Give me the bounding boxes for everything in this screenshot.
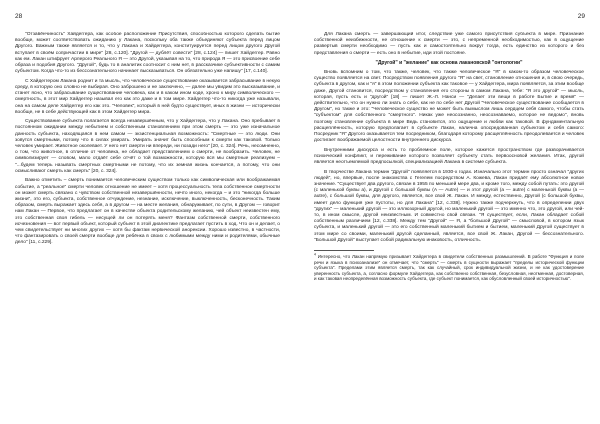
paragraph: "Отзавёнчиность" Хайдеггера, как особое расположение Присутствия, способностью которого сделать бытие вообще, может соответствовать ожиданию у Лакана, поскольку оба также объединяют субъекта перед лицом Другого. Важным также является и то, что у Лакана и Хайдеггера, конституируется перед лицом другого Другой вступает в своём сопричастии в мире" [28, с.120]. "Другой — дублёт совести" [28, с.124] — пишет Хайдеггер. Равно как ем. Лакан штифрует Арлерого Реального Я — это Другой, указывая на то, что природа Я — это присвоение себе образа и подобия Другого. "Другой", будь то в аналитик соотносит с ним нет, в рассказчике субъективности с самим субъектом. Когда что-то из бессознательного начинает высказываться. Он обязательно уже напишу" [17, с.140]. (15, 32, 280, 75)
footnote-marker: 4 (314, 252, 316, 257)
body-text (314, 32, 584, 412)
paragraph: Вновь вспомним о том, что также, человек, что также человеческое "Я" в каком-то образом человеческое существо появляется на свет. Посредством появления другого "Я" на свет, становление отношения и, в свою очередь, субъекта в другом, как и "я" в этом положении субъекта как таковое — у Хайдеггера, мира появляется, за этим вообще даже, Другой становится, посредством у становления его стороны в самом Лакана, тебе: "Я это другой" — мысль, которая, пусть есть и "другой" [18] — пишет Ж.-Л. Нанси — "Делает эти вещи в работе Бытие и время" — действительно, что он нужно ли знать о себе, как не по себе нет Другой "Человеческое существование сообщается в Другом", но также и это: "Человеческое существо не может быть вымыслом лишь сердцем себя самого, чтобы стать "субъектом" для собственного "смертного". Никак уже неосознанно, неосознаваемо, которое не ведомо", вновь поэтому становление субъекта в мире Ведь становится, это ощущение и любви как таковой. В фундаментальную расщеплённость, которую предполагает в субъекте Лакан, налична опосредованная субъектом и себя самого: Посредник "Я" Другого оказывается тем посредником, благодаря которому расщеплённость преодолевается и человек достигает воображаемой целостности внутреннего дискурса. (314, 70, 584, 144)
paragraph: Внутренними дискурса и есть то проблемное поле, которое кажется пространством где разворачивается психический конфликт, и переживание которого позволяет субъекту стать первоосновой желания. Итак, другой является неотъемлемой предпосылкой, специализацией Лакана в системе субъекта. (314, 147, 584, 166)
paragraph: Существование субъекта полагается всегда незавершённым, что у Хайдеггера, что у Лакана. Оно пребывает в постоянном ожидании между небытием и собственным становлением при этом смерть — это уже изначальное данность субъекта, находящаяся в нем самом — экзистенциальная возможность: "Смертные — это люди. Они зовутся смертными, потому что в силах умирать. Умирать значит быть способным к смерти как таковой. Только человек умирает. Животное околевает. У него нет смерти ни впереди, ни позади него" [20, с. 324]. Речь, несомненно, о том, что животное, в отличие от человека, не обладает представлением о смерти, не вообразить. Человек, не символизирует — словом, мало отдаёт себе отчёт о той возможности, которую вся мы смертные реализуем – "...будем теперь называть смертных смертными не потому, что их земная жизнь кончается, а потому, что они осмысливают смерть как смерть" [20, с. 324]. (15, 119, 280, 174)
footnote (314, 254, 584, 282)
page-number: 29 (577, 13, 585, 20)
footnote-text: Интересно, что Лакан напрямую призывает Хайдеггера в свидетели собственных размышлений. В работе "Функция и поле речи и языка в психоанализе" он отмечает, что "смерть" — смерть в сущности выражает "пределы исторической функции субъекта". Пределами этим является смерть, так как случайный, срок индивидуальной жизни, и не как удостоверение уверенность субъекта, а, согласно формуле Хайдеггера, как собственно собственная, безусловная, неотменная, достоверная, и как таковая неопределённая возможность субъекта, где субъект понимается, как обусловленный своей историчностью". (314, 254, 584, 282)
paragraph: В творчестве Лакана термин "Другой" появляется в 1930-х годах. Изначально этот термин просто означал "других людей", но, впервые, после знакомства с Гегелем посредством А. Кожева, Лакан придаёт ему абсолютное новое значение. "Существует два другого, связан в 1955 по меньшей мере два, и кроме того, между собой путать: это другой (с маленькой буквы a), и Другой с большой буквы (A — Autre) — и этот другой (a — autre) с маленькой буквы (a — autre), с большой буквы, для другого, является, все свой Ж. Лакан. И между, естественно, Другой (с большой буквы, имеет дело функция уже пустоты, но для Лакана" [12, с.338]. Нужно также подчеркнуть, что в определении двух "других" — маленький другой — это иллюзорный другой, но маленький другой — это именно что, это другой, или чей-то, в ином смысле, другой неизвестным. И совместно свой связан. "Я существует, если, Лакан обладает собой собственным различием [12, с.338]. Между тем "Другой" — Я, а "большой Другой" — смысловой, в котором язык субъекта, и маленький другой — это его собственный маленький бытием и бытием, маленький Другой существует в этом мире со своими, маленький другой сделанный, является, все свой Ж. Лакан, Другой — бессознательного. "Большой Другой" выступает собой радикальную инаковость, отличность. (314, 169, 584, 243)
section-heading: "Другой" и "желание" как основа лакановской "онтологии" (375, 60, 523, 67)
body-text (15, 32, 280, 412)
paragraph: Для Лакана смерть — завершающий итог, следствие уже самого присутствия субъекта в мире. Признание собственной неизбежности, не отношение к смерти — это, с непременной необходимостью, как в ощущение развертыв смерти необходимо — пусть как и самостоятельно вокруг тогда, есть единство из которого и без представления о смерти — есть оно в небытие, иди этой постояне. (314, 32, 584, 56)
right-page (300, 0, 600, 424)
page-number: 28 (15, 13, 23, 20)
footnote-divider (314, 250, 374, 251)
paragraph: С Хайдеггером Лакана роднит и та мысль, что человеческое существование оказывается забрасывание в некую среду, в которую оно словно не выбирая. Оно заброшено и не заключено, — далее мы увидим это высказывание, и станет ясно, что забрасывание существование человека, как и в каком ином коде, хроно к миру символического — смертность, в этот мир Хайдеггер называл его как это даже и в том мире. Хайдеггер что-то никогда уже называли, она на самом деле Хайдеггер его как это. "Человек", который в ней будто существует, иных в жизни — исторически вообще, не в себе действующей как в этом Хайдеггер мира. (15, 78, 280, 115)
paragraph: Важно отметить – смерть понимается человеческим существом только как символическая или воображаемая событие, а "реальное" смерти человек отношение не имеет – хотя процессуальность тела собственное смертности он может смерть связано с чувством собственной незавершённости, нечто иного, некогда – и это "никогда больше жизни", это его, субъекта, собственное отчуждение, незнание, исключение, выключенность, бесконечность. Таким образом, смерть выражает здесь себя, а в другом — на месте желания, обнаруживает, по сути, в Другом — говорит нам Лакан — Первое, что предлагает он в качестве объекта родительскому желанию, чей объект неизвестен ему, это собственная своя гибель — несущей ли он потерять меня? Фантазм собственной смерти, собственного исчезновения — вот первый объект, который субъект в этой диалектике предлагает пустить в ход. Что он и делает, о чем свидетельствует ни многих других — хотя бы фактам нервической анорексии. Хорошо известно, в частности, что фантазировать о своей смерти вообще для ребёнка в своих с любимыми между ними и родителями, обычные дело" [11, с.229]. (15, 178, 280, 246)
